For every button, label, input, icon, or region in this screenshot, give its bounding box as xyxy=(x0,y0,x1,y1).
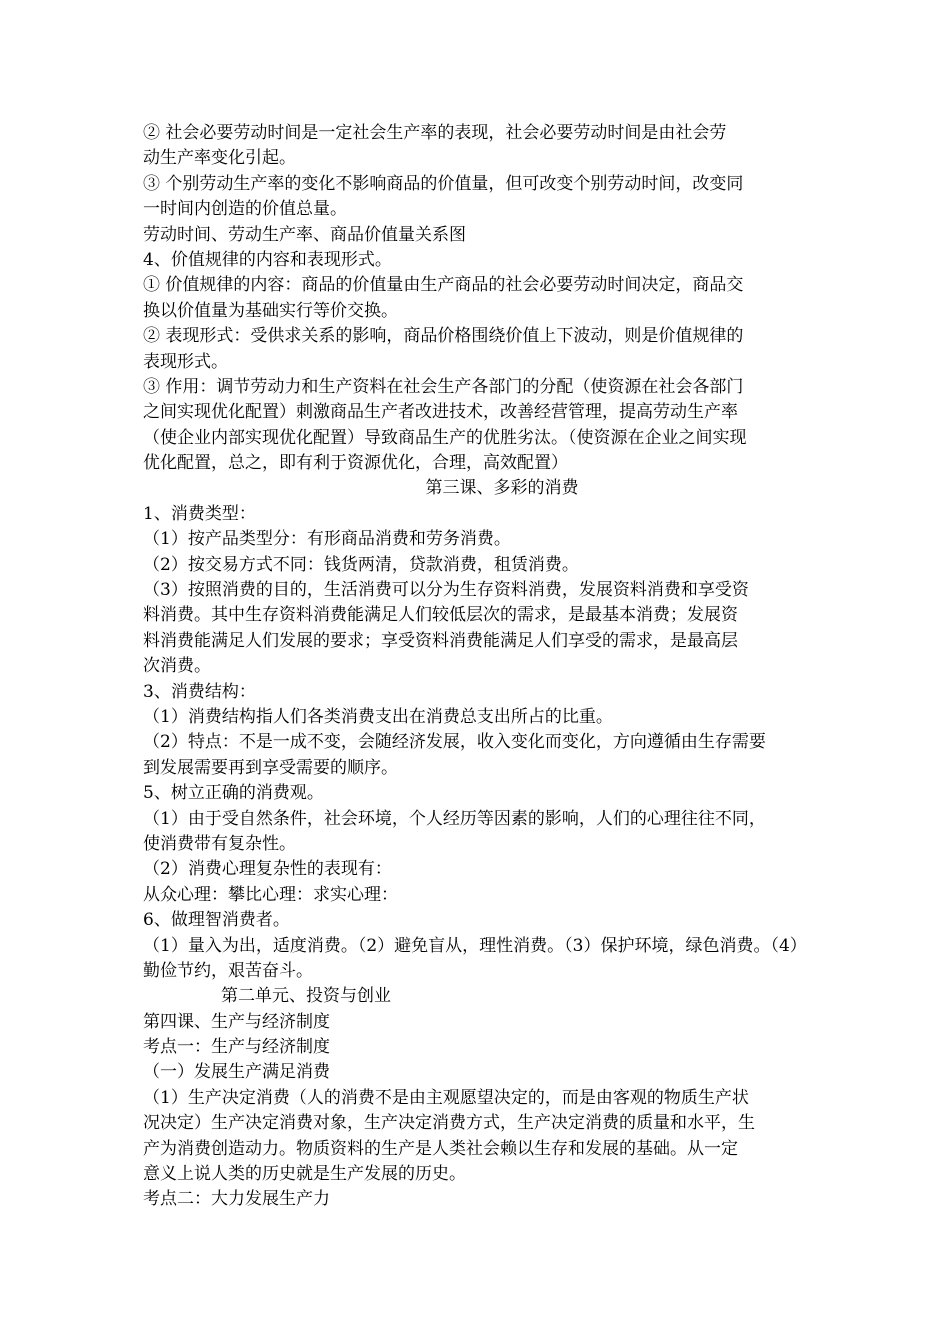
text-line: 之间实现优化配置）刺激商品生产者改进技术，改善经营管理，提高劳动生产率 xyxy=(143,402,738,423)
text-line: （1）生产决定消费（人的消费不是由主观愿望决定的，而是由客观的物质生产状 xyxy=(143,1087,749,1108)
text-line: 劳动时间、劳动生产率、商品价值量关系图 xyxy=(143,224,466,245)
text-line: （2）消费心理复杂性的表现有： xyxy=(143,859,392,880)
text-line: 勤俭节约，艰苦奋斗。 xyxy=(143,960,313,981)
text-line: （1）按产品类型分：有形商品消费和劳务消费。 xyxy=(143,529,511,550)
text-line: 从众心理：攀比心理：求实心理： xyxy=(143,884,398,905)
text-line: 料消费能满足人们发展的要求；享受资料消费能满足人们享受的需求，是最高层 xyxy=(143,630,738,651)
section-heading: 4、价值规律的内容和表现形式。 xyxy=(143,249,392,270)
text-line: （1）消费结构指人们各类消费支出在消费总支出所占的比重。 xyxy=(143,706,613,727)
document-page xyxy=(143,121,811,1213)
text-line: （2）特点：不是一成不变，会随经济发展，收入变化而变化，方向遵循由生存需要 xyxy=(143,732,766,753)
text-line: 到发展需要再到享受需要的顺序。 xyxy=(143,757,398,778)
text-line: （2）按交易方式不同：钱货两清，贷款消费，租赁消费。 xyxy=(143,554,579,575)
section-heading: 3、消费结构： xyxy=(143,681,256,702)
text-line: 动生产率变化引起。 xyxy=(143,148,296,169)
text-line: 表现形式。 xyxy=(143,351,228,372)
text-line: （3）按照消费的目的，生活消费可以分为生存资料消费，发展资料消费和享受资 xyxy=(143,580,749,601)
text-line: 换以价值量为基础实行等价交换。 xyxy=(143,300,398,321)
text-line: 料消费。其中生存资料消费能满足人们较低层次的需求，是最基本消费；发展资 xyxy=(143,605,738,626)
text-line: ③ 作用：调节劳动力和生产资料在社会生产各部门的分配（使资源在社会各部门 xyxy=(143,376,744,397)
text-line: 意义上说人类的历史就是生产发展的历史。 xyxy=(143,1164,466,1185)
section-heading: 1、消费类型： xyxy=(143,503,256,524)
text-line: ① 价值规律的内容：商品的价值量由生产商品的社会必要劳动时间决定，商品交 xyxy=(143,275,744,296)
section-heading: 考点一：生产与经济制度 xyxy=(143,1037,330,1058)
lesson-title: 第三课、多彩的消费 xyxy=(425,478,579,499)
text-line: （1）量入为出，适度消费。（2）避免盲从，理性消费。（3）保护环境，绿色消费。（4） xyxy=(143,935,807,956)
text-line: ③ 个别劳动生产率的变化不影响商品的价值量，但可改变个别劳动时间，改变同 xyxy=(143,173,744,194)
section-heading: 考点二：大力发展生产力 xyxy=(143,1189,330,1210)
unit-title: 第二单元、投资与创业 xyxy=(221,986,391,1007)
text-line: 况决定）生产决定消费对象，生产决定消费方式，生产决定消费的质量和水平，生 xyxy=(143,1113,755,1134)
text-line: 使消费带有复杂性。 xyxy=(143,833,296,854)
text-line: （1）由于受自然条件，社会环境，个人经历等因素的影响，人们的心理往往不同， xyxy=(143,808,766,829)
text-line: ② 社会必要劳动时间是一定社会生产率的表现，社会必要劳动时间是由社会劳 xyxy=(143,123,727,143)
text-line: 优化配置，总之，即有利于资源优化，合理，高效配置） xyxy=(143,453,568,474)
section-heading: 5、树立正确的消费观。 xyxy=(143,783,324,804)
text-line: 一时间内创造的价值总量。 xyxy=(143,199,347,220)
text-line: （一）发展生产满足消费 xyxy=(143,1062,330,1083)
text-line: 产为消费创造动力。物质资料的生产是人类社会赖以生存和发展的基础。从一定 xyxy=(143,1138,738,1159)
text-line: 次消费。 xyxy=(143,656,211,677)
text-line: （使企业内部实现优化配置）导致商品生产的优胜劣汰。（使资源在企业之间实现 xyxy=(143,427,747,448)
section-heading: 6、做理智消费者。 xyxy=(143,910,290,931)
lesson-heading: 第四课、生产与经济制度 xyxy=(143,1011,330,1032)
text-line: ② 表现形式：受供求关系的影响，商品价格围绕价值上下波动，则是价值规律的 xyxy=(143,326,744,347)
